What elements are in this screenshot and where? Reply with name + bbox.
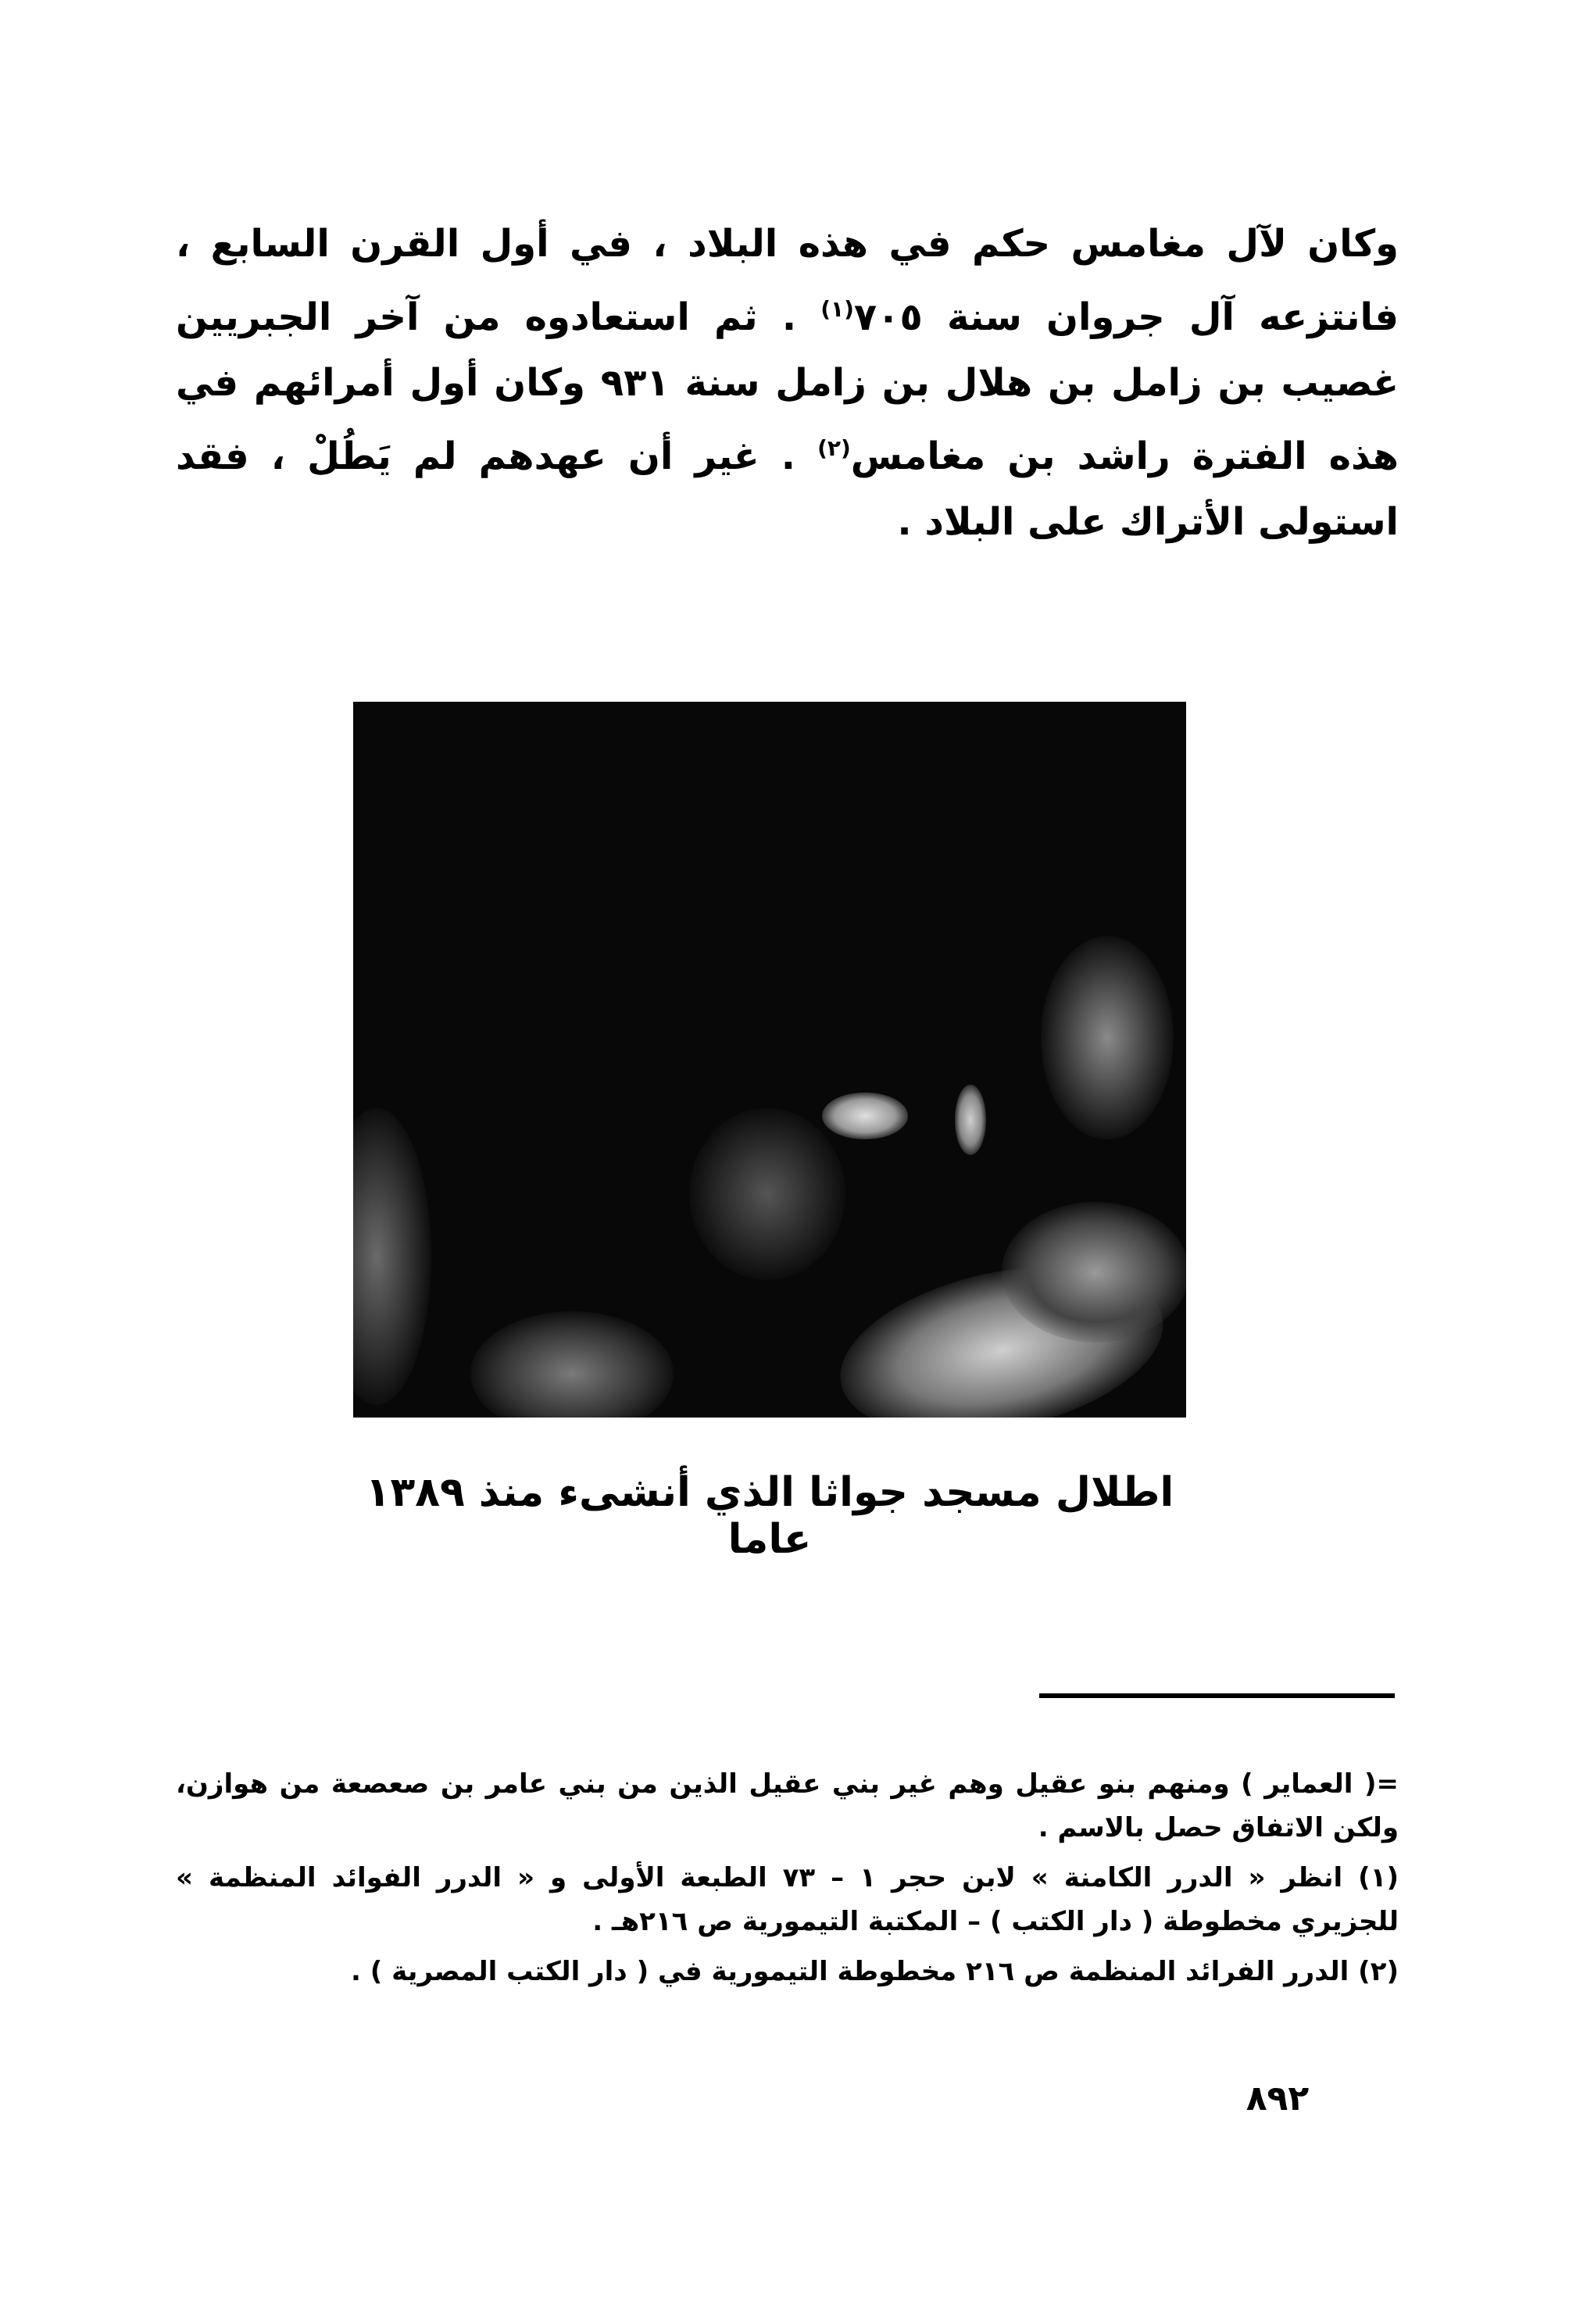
footnote-1: (١) انظر « الدرر الكامنة » لابن حجر ١ – ٧٣ الطبعة الأولى و « الدرر الفوائد المنظمة » للجزيري مخطوطة ( دار الكتب ) – المكتبة التيمورية ص ٢١٦هـ .	[176, 1862, 1399, 1937]
footnotes	[176, 1762, 1399, 2000]
paragraph-text	[176, 211, 1399, 555]
photo-highlight	[353, 1108, 431, 1405]
paragraph-part-2: . ثم استعادوه من آخر الجبريين غصيب بن زامل بن هلال بن زامل سنة ٩٣١ وكان أول أمرائهم في هذه الفترة راشد بن مغامس	[176, 295, 1399, 478]
photo-highlight	[1041, 936, 1174, 1139]
photo-highlight	[470, 1311, 674, 1418]
photo-highlight	[1002, 1202, 1186, 1343]
footnote-2: (٢) الدرر الفرائد المنظمة ص ٢١٦ مخطوطة التيمورية في ( دار الكتب المصرية ) .	[350, 1956, 1399, 1987]
mosque-ruins-photo	[353, 702, 1186, 1418]
figure-caption: اطلال مسجد جواثا الذي أنشىء منذ ١٣٨٩ عاما	[365, 1469, 1174, 1563]
page-number: ٨٩٢	[1246, 2079, 1310, 2118]
footnote-separator	[1039, 1693, 1395, 1698]
paragraph-part-1: وكان لآل مغامس حكم في هذه البلاد ، في أول القرن السابع ، فانتزعه آل جروان سنة ٧٠٥	[176, 222, 1399, 339]
footnote-continued: =( العماير ) ومنهم بنو عقيل وهم غير بني عقيل الذين من بني عامر بن صعصعة من هوازن، ولكن الاتفاق حصل بالاسم .	[176, 1768, 1399, 1843]
arch-highlight	[955, 1085, 986, 1155]
footnote-ref-1[interactable]: (١)	[820, 296, 854, 322]
footnote-ref-2[interactable]: (٢)	[817, 435, 851, 461]
paragraph-part-3: . غير أن عهدهم لم يَطُلْ ، فقد استولى الأتراك على البلاد .	[176, 434, 1399, 544]
body-paragraph	[176, 211, 1399, 555]
arch-highlight	[822, 1092, 908, 1139]
photo-highlight	[689, 1108, 845, 1280]
